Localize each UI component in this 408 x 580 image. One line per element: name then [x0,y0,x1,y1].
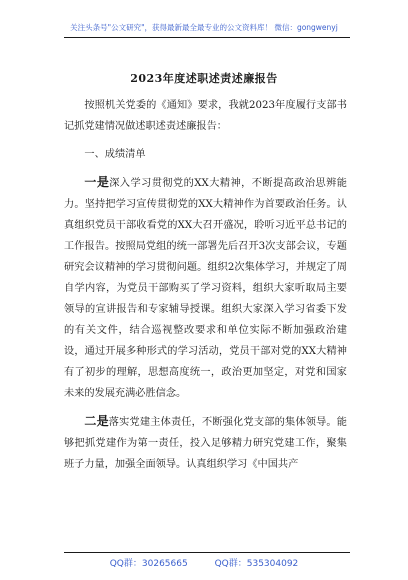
document-title: 2023年度述职述责述廉报告 [130,72,278,85]
footer [0,556,408,569]
paragraph-1-lead: 一是 [84,175,110,189]
intro-paragraph: 按照机关党委的《通知》要求，我就2023年度履行支部书记抓党建情况做述职述责述廉报告： [64,100,347,132]
paragraph-2-lead: 二是 [84,414,109,428]
footer-qq-group-2: QQ群：535304092 [214,559,299,569]
footer-rule [64,552,350,553]
header-banner: 关注头条号"公文研究"，获得最新最全最专业的公文资料库！ 微信：gongwenyj [70,23,338,32]
paragraph-1-body: 深入学习贯彻党的XX大精神，不断提高政治思辨能力。坚持把学习宣传贯彻党的XX大精神作为首要政治任务。认真组织党员干部收看党的XX大召开盛况，聆听习近平总书记的工作报告。按照局党组的统一部署先后召开3次支部会议，专题研究会议精神的学习贯彻问题。组织2次集体学习，并规定了周自学内容，为党员干部购买了学习资料，组织大家听取局主要领导的宣讲报告和专家辅导授课。组织大家深入学习省委下发的有关文件，结合巡视整改要求和单位实际不断加强政治建设，通过开展多种形式的学习活动，党员干部对党的XX大精神有了初步的理解，思想高度统一，政治更加坚定，对党和国家未来的发展充满必胜信念。 [64,178,347,399]
footer-qq-group-1: QQ群：30265665 [109,559,188,569]
paragraph-2 [64,411,347,475]
document-body [64,95,347,475]
section-heading: 一、成绩清单 [84,149,146,160]
paragraph-2-body: 落实党建主体责任，不断强化党支部的集体领导。能够把抓党建作为第一责任，投入足够精力研究党建工作，聚集班子力量，加强全面领导。认真组织学习《中国共产 [64,417,347,470]
paragraph-1 [64,172,347,404]
header-rule [64,37,350,38]
